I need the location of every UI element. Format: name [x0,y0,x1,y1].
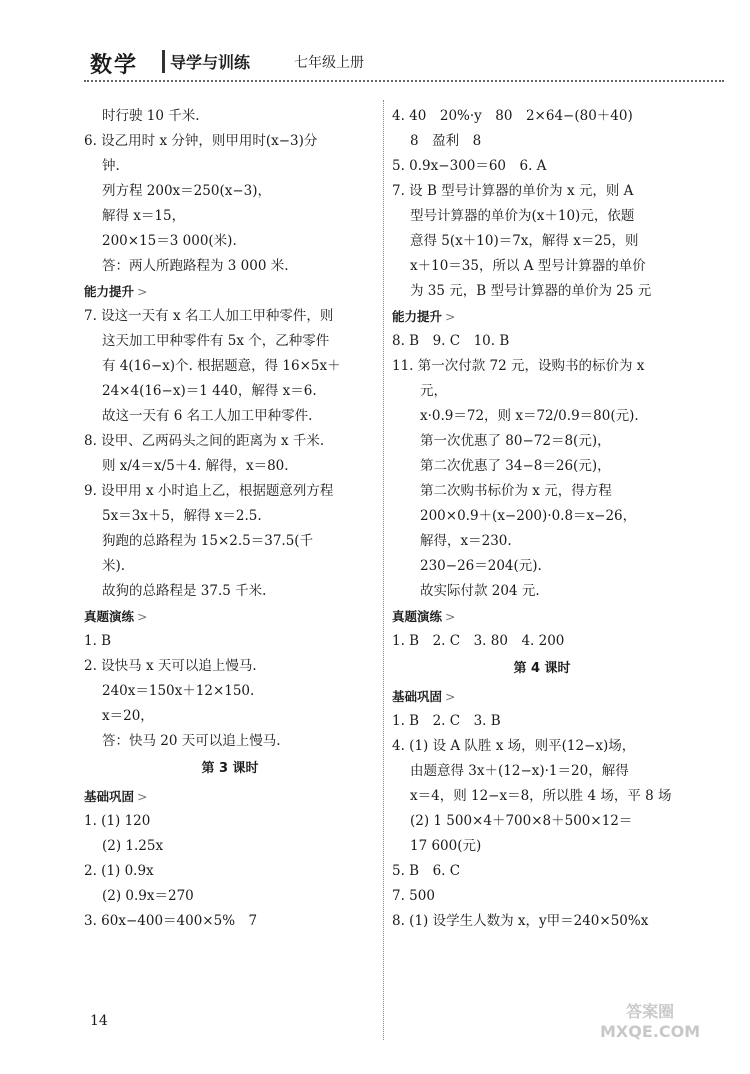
text-line: 时行驶 10 千米. [102,108,200,124]
chevron-right-icon: > [445,609,456,624]
text-line: 列方程 200x＝250(x−3)， [102,183,271,199]
text-line: 5. 0.9x−300＝60 6. A [392,158,547,174]
text-line: 1. B [84,633,112,649]
chevron-right-icon: > [137,609,148,624]
text-line: 1. (1) 120 [84,813,151,829]
lesson-title: 第 3 课时 [201,761,259,776]
text-line: 7. 设 B 型号计算器的单价为 x 元，则 A [392,183,634,199]
section-heading [392,304,692,329]
grade-label: 七年级上册 [294,55,364,71]
text-line: 由题意得 3x＋(12−x)·1＝20，解得 [410,763,629,779]
text-line: 故狗的总路程是 37.5 千米. [102,583,267,599]
watermark-bottom: MXQE.COM [600,1022,701,1041]
text-line: 第二次优惠了 34−8＝26(元)， [420,458,611,474]
text-line: 7. 500 [392,888,435,904]
text-line: (2) 1.25x [102,838,164,854]
text-line: 有 4(16−x)个. 根据题意，得 16×5x＋ [102,358,341,374]
text-line: 1. B 2. C 3. B [392,713,501,729]
text-line: 9. 设甲用 x 小时追上乙，根据题意列方程 [84,483,334,499]
text-line: 钟. [102,158,120,174]
text-line: 240x＝150x＋12×150. [102,683,255,699]
book-title: 导学与训练 [162,50,250,73]
text-line: 第二次购书标价为 x 元，得方程 [420,483,612,499]
text-line: (2) 1 500×4＋700×8＋500×12＝ [410,813,633,829]
text-line: 200×0.9＋(x−200)·0.8＝x−26， [420,508,637,524]
text-line: 1. B 2. C 3. 80 4. 200 [392,633,565,649]
text-line: 8. B 9. C 10. B [392,333,510,349]
text-line: x＋10＝35，所以 A 型号计算器的单价 [410,258,646,274]
text-line: 3. 60x−400＝400×5% 7 [84,913,258,929]
text-line: 意得 5(x＋10)＝7x，解得 x＝25，则 [410,233,639,249]
page-number: 14 [90,1013,108,1029]
watermark [600,1002,700,1042]
section-heading-label: 基础巩固 [392,689,443,704]
section-heading-label: 基础巩固 [84,789,135,804]
left-column [84,104,376,934]
text-line: (2) 0.9x＝270 [102,888,194,904]
text-line: 5x＝3x＋5，解得 x＝2.5. [102,508,262,524]
section-heading [84,604,376,629]
section-heading [392,604,692,629]
text-line: 5. B 6. C [392,863,461,879]
text-line: 答：快马 20 天可以追上慢马. [102,733,281,749]
text-line: 24×4(16−x)＝1 440，解得 x＝6. [102,383,317,399]
header-rule [84,80,724,82]
text-line: x＝4，则 12−x＝8，所以胜 4 场，平 8 场 [410,788,672,804]
subject-title: 数学 [90,52,139,78]
text-line: 故这一天有 6 名工人加工甲种零件. [102,408,313,424]
section-heading [392,684,692,709]
text-line: 2. (1) 0.9x [84,863,154,879]
chevron-right-icon: > [137,284,148,299]
text-line: 这天加工甲种零件有 5x 个，乙种零件 [102,333,330,349]
text-line: 米). [102,558,126,574]
text-line: 230−26＝204(元). [420,558,542,574]
text-line: 2. 设快马 x 天可以追上慢马. [84,658,257,674]
text-line: 第一次优惠了 80−72＝8(元)， [420,433,611,449]
text-line: 解得 x＝15， [102,208,186,224]
text-line: 17 600(元) [410,838,482,854]
right-column [392,104,692,934]
text-line: 11. 第一次付款 72 元，设购书的标价为 x [392,358,645,374]
text-line: 4. (1) 设 A 队胜 x 场，则平(12−x)场， [392,738,636,754]
text-line: 8. 设甲、乙两码头之间的距离为 x 千米. [84,433,325,449]
chevron-right-icon: > [445,309,456,324]
column-divider [383,100,384,1040]
page-header [84,40,724,84]
text-line: x＝20， [102,708,154,724]
text-line: 4. 40 20%·y 80 2×64−(80＋40) [392,108,633,124]
lesson-title: 第 4 课时 [513,661,571,676]
text-line: x·0.9＝72，则 x＝72/0.9＝80(元). [420,408,639,424]
text-line: 8. (1) 设学生人数为 x，y甲＝240×50%x [392,913,649,929]
text-line: 为 35 元，B 型号计算器的单价为 25 元 [410,283,652,299]
chevron-right-icon: > [445,689,456,704]
text-line: 200×15＝3 000(米). [102,233,237,249]
text-line: 则 x/4＝x/5＋4. 解得，x＝80. [102,458,289,474]
section-heading-label: 真题演练 [392,609,443,624]
chevron-right-icon: > [137,789,148,804]
text-line: 元， [420,383,447,399]
text-line: 故实际付款 204 元. [420,583,540,599]
text-line: 答：两人所跑路程为 3 000 米. [102,258,289,274]
section-heading-label: 真题演练 [84,609,135,624]
text-line: 6. 设乙用时 x 分钟，则甲用时(x−3)分 [84,133,318,149]
watermark-top: 答案圈 [626,1002,675,1021]
section-heading [84,279,376,304]
text-line: 型号计算器的单价为(x＋10)元，依题 [410,208,635,224]
section-heading [84,784,376,809]
text-line: 7. 设这一天有 x 名工人加工甲种零件，则 [84,308,334,324]
text-line: 解得，x＝230. [420,533,512,549]
section-heading-label: 能力提升 [392,309,443,324]
text-line: 8 盈利 8 [410,133,482,149]
section-heading-label: 能力提升 [84,284,135,299]
text-line: 狗跑的总路程为 15×2.5＝37.5(千 [102,533,314,549]
